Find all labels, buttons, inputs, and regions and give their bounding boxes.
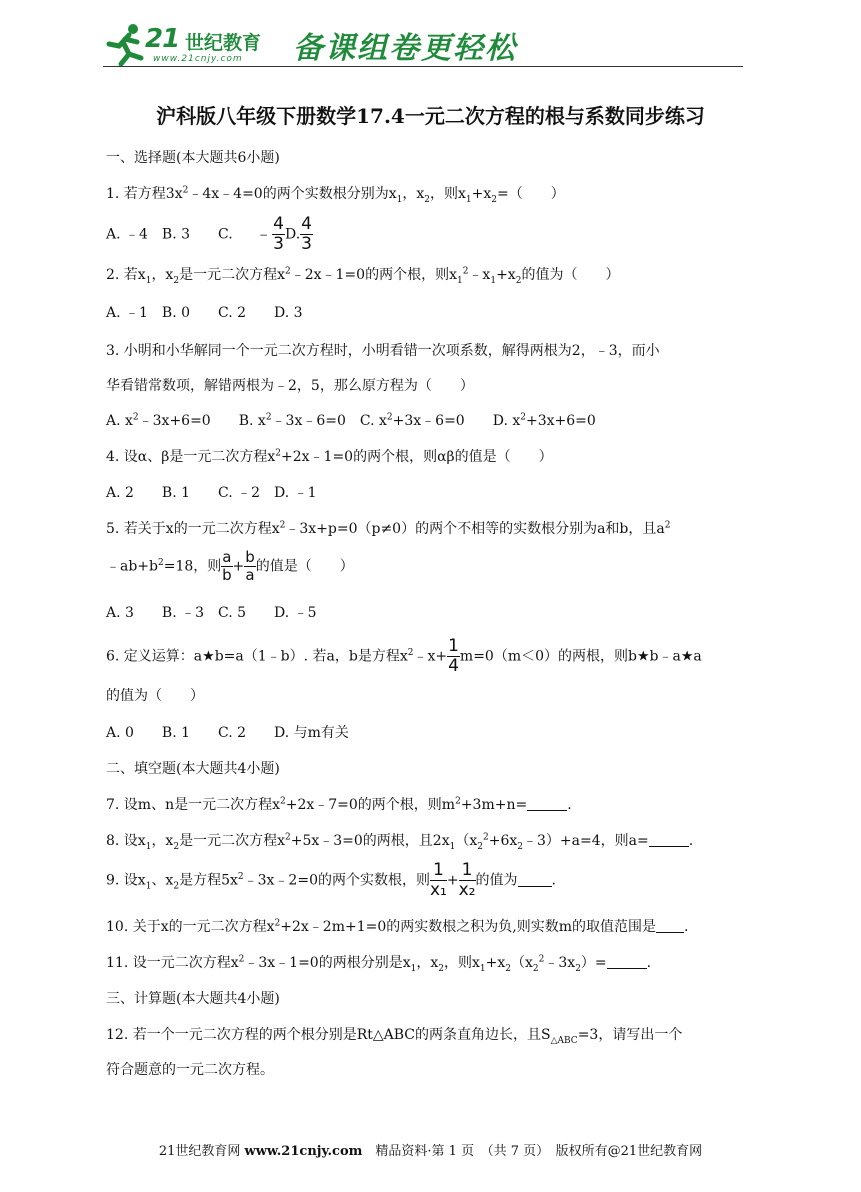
fraction-one-over-x1: $\frac{1}{\text{x₁}}$: [429, 860, 447, 900]
question-1-options: A. ﹣4 B. 3 C. ﹣ $\frac{4}{3}$ D. $\frac{4}{3}$: [106, 214, 312, 254]
footer-url: www.21cnjy.com: [244, 1144, 363, 1159]
question-7: 7. 设m、n是一元二次方程$x^2+2x﹣7=0$的两个根，则$m^2+3m+n=$ .: [106, 796, 572, 813]
question-1: 1. 若方程$3x^2﹣4x﹣4=0$的两个实数根分别为$x_1$，$x_2$，则$x_1+x_2=$（ ）: [106, 185, 565, 205]
page-header: [103, 20, 743, 70]
fraction-option-d: $\frac{4}{3}$: [301, 214, 312, 254]
runner-logo-icon: [103, 22, 147, 66]
question-6-line-2: 的值为（ ）: [106, 688, 204, 704]
question-6-line-1: 6. 定义运算：a★b=a（1﹣b）. 若a，b是方程$x^2﹣x+$ $\frac{1}{4}$ m=0（m＜0）的两根，则b★b﹣a★a: [106, 636, 702, 676]
question-3-line-1: 3. 小明和小华解同一个一元二次方程时，小明看错一次项系数，解得两根为2，﹣3，而小: [106, 343, 660, 359]
logo-number: 21: [145, 24, 180, 54]
header-divider: [103, 66, 743, 67]
question-12-line-2: 符合题意的一元二次方程。: [106, 1062, 274, 1078]
answer-blank: [607, 954, 647, 969]
fraction-one-quarter: $\frac{1}{4}$: [448, 636, 459, 676]
fraction-b-over-a: $\frac{b}{a}$: [245, 548, 255, 584]
logo-name: 世纪教育: [185, 32, 262, 54]
question-9: 9. 设$x_1$、$x_2$是方程$5x^2﹣3x﹣2=0$的两个实数根，则 $\frac{1}{\text{x₁}}$ + $\frac{1}{\text{x₂}}$ 的值为 .: [106, 860, 556, 900]
question-2-options: A. ﹣1 B. 0 C. 2 D. 3: [106, 305, 303, 321]
question-12-line-1: 12. 若一个一元二次方程的两个根分别是Rt△ABC的两条直角边长，且$S_{\triangle ABC}=3$，请写出一个: [106, 1027, 683, 1046]
question-5-options: A. 3 B. ﹣3 C. 5 D. ﹣5: [106, 605, 317, 621]
question-4-options: A. 2 B. 1 C. ﹣2 D. ﹣1: [106, 485, 317, 501]
section-heading-choice: 一、选择题(本大题共6小题): [106, 150, 280, 166]
fraction-option-c: ﹣: [255, 224, 273, 244]
question-3-line-2: 华看错常数项，解错两根为﹣2，5，那么原方程为（ ）: [106, 378, 474, 394]
header-slogan: 备课组卷更轻松: [293, 31, 517, 66]
question-11: 11. 设一元二次方程$x^2﹣3x﹣1=0$的两根分别是$x_1$，$x_2$，则$x_1+x_2(x_2^2﹣3x_2)=$ .: [106, 954, 652, 974]
answer-blank: [518, 872, 552, 887]
question-8: 8. 设$x_1$，$x_2$是一元二次方程$x^2+5x﹣3=0$的两根，且$2x_1(x_2^2+6x_2﹣3)+a=4$，则a= .: [106, 832, 694, 852]
question-3-options: A. $x^2﹣3x+6=0$ B. $x^2﹣3x﹣6=0$ C. $x^2+3x﹣6=0$ D. $x^2+3x+6=0$: [106, 412, 596, 429]
question-5-line-2: $﹣ab+b^2=18$，则 $\frac{a}{b}$ + $\frac{b}{a}$ 的值是（ ）: [106, 548, 354, 584]
answer-blank: [656, 918, 684, 933]
section-heading-fill: 二、填空题(本大题共4小题): [106, 761, 280, 777]
fraction-option-c-value: $\frac{4}{3}$: [273, 214, 284, 254]
answer-blank: [527, 796, 567, 811]
answer-blank: [649, 832, 689, 847]
question-4: 4. 设α、β是一元二次方程$x^2+2x﹣1=0$的两个根，则αβ的值是（ ）: [106, 448, 553, 465]
page-title: 沪科版八年级下册数学17.4一元二次方程的根与系数同步练习: [156, 104, 705, 128]
question-2: 2. 若$x_1$，$x_2$是一元二次方程$x^2﹣2x﹣1=0$的两个根，则$x_1^2﹣x_1+x_2$的值为（ ）: [106, 266, 620, 286]
question-5-line-1: 5. 若关于x的一元二次方程$x^2﹣3x+p=0(p\ne 0)$的两个不相等的实数根分别为a和b，且$a^2$: [106, 520, 671, 537]
question-6-options: A. 0 B. 1 C. 2 D. 与m有关: [106, 725, 349, 741]
logo-url: www.21cnjy.com: [153, 54, 243, 64]
question-10: 10. 关于x的一元二次方程$x^2+2x﹣2m+1=0$的两实数根之积为负,则实数m的取值范围是 .: [106, 918, 689, 935]
section-heading-calc: 三、计算题(本大题共4小题): [106, 991, 280, 1007]
fraction-one-over-x2: $\frac{1}{\text{x₂}}$: [458, 860, 476, 900]
page-footer: 21世纪教育网 www.21cnjy.com 精品资料·第 1 页 （共 7 页） 版权所有@21世纪教育网: [158, 1144, 703, 1159]
fraction-a-over-b: $\frac{a}{b}$: [222, 548, 232, 584]
